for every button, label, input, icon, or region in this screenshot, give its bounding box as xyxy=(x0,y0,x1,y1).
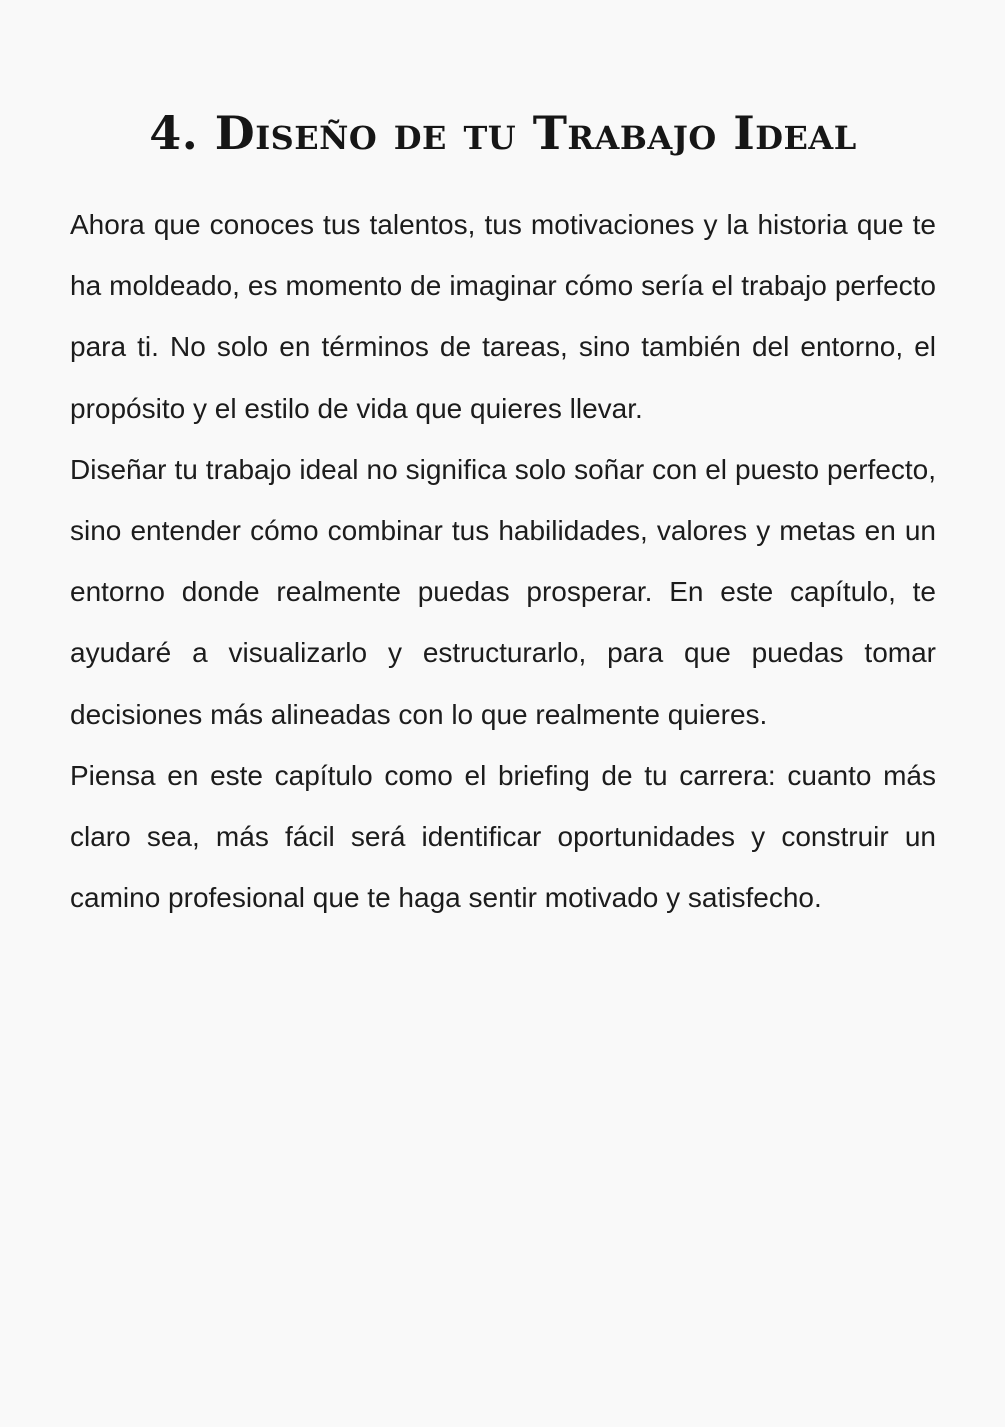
paragraph-2: Diseñar tu trabajo ideal no significa solo soñar con el puesto perfecto, sino entender cómo combinar tus habilidades, valores y metas en un entorno donde realmente puedas prosperar. En este capítulo, te ayudaré a visualizarlo y estructurarlo, para que puedas tomar decisiones más alineadas con lo que realmente quieres. xyxy=(70,453,936,730)
paragraph-3: Piensa en este capítulo como el briefing de tu carrera: cuanto más claro sea, más fácil será identificar oportunidades y construir un camino profesional que te haga sentir motivado y satisfecho. xyxy=(70,759,936,914)
paragraph-1: Ahora que conoces tus talentos, tus motivaciones y la historia que te ha moldeado, es momento de imaginar cómo sería el trabajo perfecto para ti. No solo en términos de tareas, sino también del entorno, el propósito y el estilo de vida que quieres llevar. xyxy=(70,209,936,424)
chapter-title: 4. Diseño de tu Trabajo Ideal xyxy=(149,106,857,160)
body-text xyxy=(70,194,936,928)
